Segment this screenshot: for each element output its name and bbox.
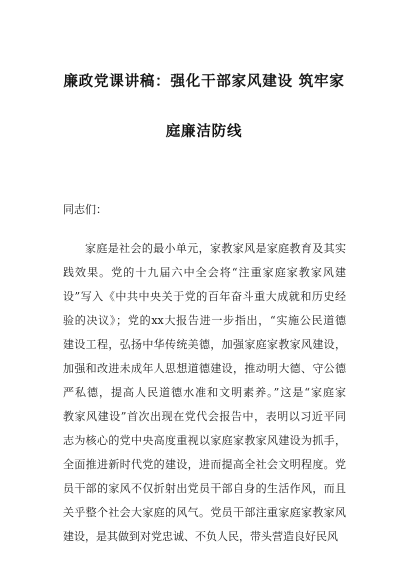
paragraph-line: 加强和改进未成年人思想道德建设，推动明大德、守公德 [63, 362, 346, 375]
paragraph-line: 验的决议》；党的xx大报告进一步指出，“实施公民道德 [63, 314, 346, 327]
paragraph-line: 全面推进新时代党的建设，进而提高全社会文明程度。党 [63, 458, 346, 471]
paragraph-line: 关乎整个社会大家庭的风气。党员干部注重家庭家教家风 [63, 506, 346, 519]
salutation: 同志们： [63, 203, 107, 216]
paragraph-line: 建设，是其做到对党忠诚、不负人民，带头营造良好民风 [63, 530, 338, 543]
paragraph-line: 家庭是社会的最小单元，家教家风是家庭教育及其实 [85, 242, 346, 255]
paragraph-line: 建设工程，弘扬中华传统美德，加强家庭家教家风建设， [63, 338, 346, 351]
paragraph-line: 教家风建设”首次出现在党代会报告中，表明以习近平同 [63, 410, 346, 423]
paragraph-line: 设”写入《中共中央关于党的百年奋斗重大成就和历史经 [63, 290, 346, 303]
paragraph-line: 严私德，提高人民道德水准和文明素养。”这是“家庭家 [63, 386, 346, 399]
paragraph-line: 志为核心的党中央高度重视以家庭家教家风建设为抓手， [63, 434, 346, 447]
document-title-line-1: 廉政党课讲稿：强化干部家风建设 筑牢家 [63, 74, 345, 90]
paragraph-line: 践效果。党的十九届六中全会将“注重家庭家教家风建 [63, 266, 346, 279]
paragraph-line: 员干部的家风不仅折射出党员干部自身的生活作风，而且 [63, 482, 346, 495]
document-title-line-2: 庭廉洁防线 [165, 124, 243, 140]
